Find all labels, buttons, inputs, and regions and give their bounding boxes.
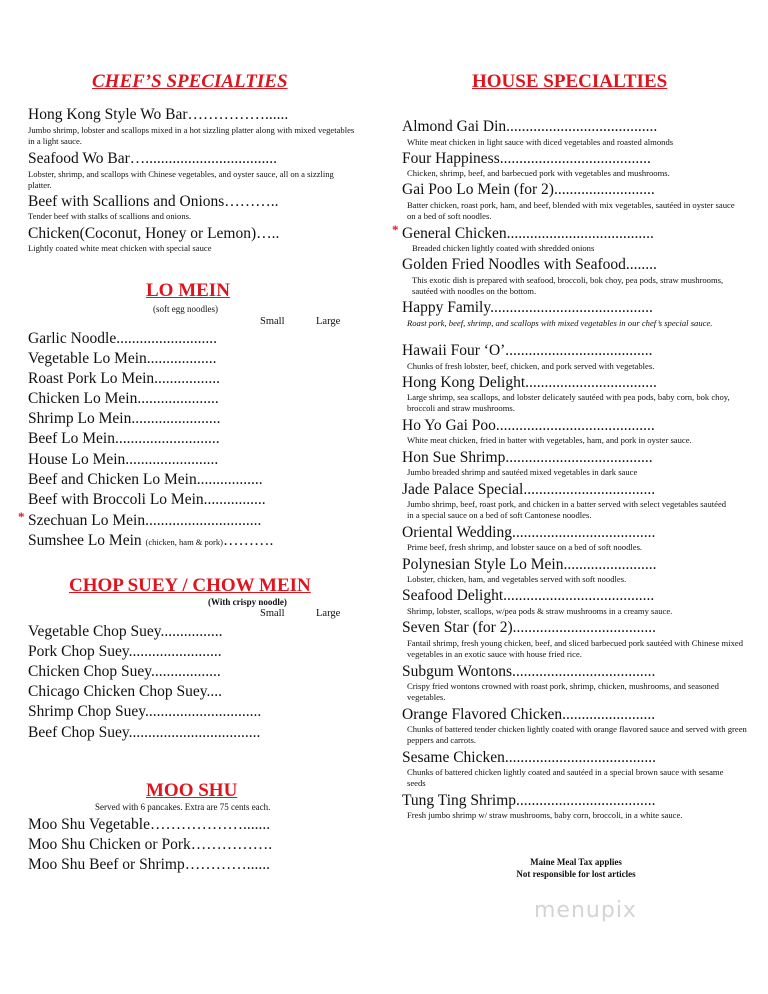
menu-item-name: General Chicken...................................... [402,225,654,242]
menu-item-name: Seafood Wo Bar….................................. [28,150,278,167]
menu-item-name: Four Happiness....................................... [402,150,651,167]
moo-shu-subtitle: Served with 6 pancakes. Extra are 75 cents each. [95,802,271,812]
menu-item-desc: Tender beef with stalks of scallions and onions. [28,211,192,221]
menu-item-desc: Fresh jumbo shrimp w/ straw mushrooms, baby corn, broccoli, in a white sauce. [407,810,683,820]
menu-item-name: Chicken Lo Mein..................... [28,390,219,407]
menu-item-name: Szechuan Lo Mein.............................. [28,512,262,529]
menu-item-name: Subgum Wontons..................................... [402,663,656,680]
chop-suey-subtitle: (With crispy noodle) [208,597,287,607]
menu-item-dots: ………. [222,532,274,549]
house-specialties-title: HOUSE SPECIALTIES [472,71,668,92]
menu-item-name: Seven Star (for 2)..................................... [402,619,656,636]
menu-item-desc: Crispy fried wontons crowned with roast pork, shrimp, chicken, mushrooms, and seasoned vegetables. [407,681,719,702]
menu-item-desc: Prime beef, fresh shrimp, and lobster sauce on a bed of soft noodles. [407,542,643,552]
moo-shu-title: MOO SHU [146,780,238,801]
star-icon: * [392,222,399,237]
menu-item-desc: Shrimp, lobster, scallops, w/pea pods & straw mushrooms in a creamy sauce. [407,606,673,616]
menu-item-desc: Breaded chicken lightly coated with shredded onions [412,243,595,253]
footer-tax-note: Maine Meal Tax applies [530,857,622,867]
menu-item-desc: Chunks of battered chicken lightly coated and sautéed in a special brown sauce with sesame seeds [407,767,724,788]
menu-item-name: Seafood Delight....................................... [402,587,655,604]
size-large-header: Large [316,608,341,619]
menu-item-name: Shrimp Lo Mein....................... [28,410,221,427]
menu-item-name: House Lo Mein........................ [28,451,219,468]
menu-item-name: Polynesian Style Lo Mein........................ [402,556,657,573]
menu-item-name: Gai Poo Lo Mein (for 2).......................... [402,181,655,198]
menu-item-desc: Roast pork, beef, shrimp, and scallops with mixed vegetables in our chef’s special sauce. [407,318,713,328]
menu-item-name: Shrimp Chop Suey.............................. [28,703,262,720]
menu-item-name: Oriental Wedding..................................... [402,524,656,541]
menu-item-desc: Lightly coated white meat chicken with special sauce [28,243,212,253]
menu-item-name: Roast Pork Lo Mein................. [28,370,221,387]
menu-item-desc: Jumbo breaded shrimp and sautéed mixed vegetables in dark sauce [407,467,638,477]
footer-notes [476,856,676,880]
menu-item-name: Moo Shu Beef or Shrimp…………...... [28,856,270,873]
menu-item-name: Golden Fried Noodles with Seafood........ [402,256,657,273]
menu-item-sumshee [28,532,273,551]
menu-item-name: Vegetable Lo Mein.................. [28,350,217,367]
menu-item-desc: Jumbo shrimp, lobster and scallops mixed in a hot sizzling platter along with mixed vegetables in a light sauce. [28,125,355,146]
menu-item-name: Beef and Chicken Lo Mein................. [28,471,263,488]
lo-mein-title: LO MEIN [146,280,230,301]
menu-item-name: Beef Lo Mein........................... [28,430,220,447]
menu-item-name: Garlic Noodle.......................... [28,330,217,347]
chef-specialties-title: CHEF’S SPECIALTIES [92,71,288,92]
menu-item-desc: Fantail shrimp, fresh young chicken, beef, and sliced barbecued pork sautéed with Chinese mixed vegetables in an exotic sauce with house fried rice. [407,638,744,659]
watermark-logo: menupix [534,898,637,923]
star-icon: * [18,509,25,524]
chop-suey-title: CHOP SUEY / CHOW MEIN [69,575,311,596]
menu-item-note: (chicken, ham & pork) [145,537,223,547]
menu-item-name: Sesame Chicken....................................... [402,749,657,766]
size-large-header: Large [316,316,341,327]
menu-item-desc: Lobster, shrimp, and scallops with Chinese vegetables, and oyster sauce, all on a sizzling platter. [28,169,334,190]
menu-item-desc: This exotic dish is prepared with seafood, broccoli, bok choy, pea pods, straw mushrooms, sautéed with noodles on the bottom. [412,275,724,296]
menu-item-name: Hawaii Four ‘O’...................................... [402,342,653,359]
menu-item-name: Hong Kong Style Wo Bar……………...... [28,106,289,123]
footer-lost-articles-note: Not responsible for lost articles [516,869,636,879]
menu-item-name: Hon Sue Shrimp...................................... [402,449,653,466]
menu-item-desc: Large shrimp, sea scallops, and lobster delicately sautéed with pea pods, baby corn, bok choy, broccoli and straw mushrooms. [407,392,730,413]
menu-item-desc: Chicken, shrimp, beef, and barbecued pork with vegetables and mushrooms. [407,168,670,178]
size-small-header: Small [260,316,285,327]
menu-item-name: Chicago Chicken Chop Suey.... [28,683,223,700]
size-small-header: Small [260,608,285,619]
menu-item-name: Chicken Chop Suey.................. [28,663,221,680]
menu-item-name: Pork Chop Suey........................ [28,643,222,660]
menu-item-name: Jade Palace Special.................................. [402,481,656,498]
menu-item-name: Moo Shu Chicken or Pork……………. [28,836,273,853]
menu-item-name: Beef with Broccoli Lo Mein................ [28,491,266,508]
menu-item-desc: White meat chicken in light sauce with diced vegetables and roasted almonds [407,137,674,147]
menu-item-desc: Batter chicken, roast pork, ham, and beef, blended with mix vegetables, sautéed in oyster sauce on a bed of soft noodles. [407,200,735,221]
menu-item-name: Vegetable Chop Suey................ [28,623,223,640]
menu-item-desc: Lobster, chicken, ham, and vegetables served with soft noodles. [407,574,627,584]
menu-item-desc: White meat chicken, fried in batter with vegetables, ham, and pork in oyster sauce. [407,435,692,445]
menu-item-name: Happy Family.......................................... [402,299,653,316]
menu-item-desc: Chunks of fresh lobster, beef, chicken, and pork served with vegetables. [407,361,655,371]
menu-item-desc: Jumbo shrimp, beef, roast pork, and chicken in a batter served with select vegetables sautéed in a special sauce on a bed of soft Cantonese noodles. [407,499,727,520]
menu-item-name: Beef Chop Suey.................................. [28,724,261,741]
menu-item-name: Chicken(Coconut, Honey or Lemon)….. [28,225,280,242]
menu-item-desc: Chunks of battered tender chicken lightly coated with orange flavored sauce and served with green peppers and carrots. [407,724,747,745]
menu-item-name: Sumshee Lo Mein [28,532,142,549]
menu-item-name: Almond Gai Din....................................... [402,118,658,135]
menu-item-name: Orange Flavored Chicken........................ [402,706,656,723]
menu-item-name: Tung Ting Shrimp.................................... [402,792,656,809]
lo-mein-subtitle: (soft egg noodles) [153,304,218,314]
menu-item-name: Hong Kong Delight.................................. [402,374,657,391]
menu-item-name: Beef with Scallions and Onions……….. [28,193,279,210]
menu-item-name: Ho Yo Gai Poo......................................... [402,417,655,434]
menu-item-name: Moo Shu Vegetable………………....... [28,816,271,833]
